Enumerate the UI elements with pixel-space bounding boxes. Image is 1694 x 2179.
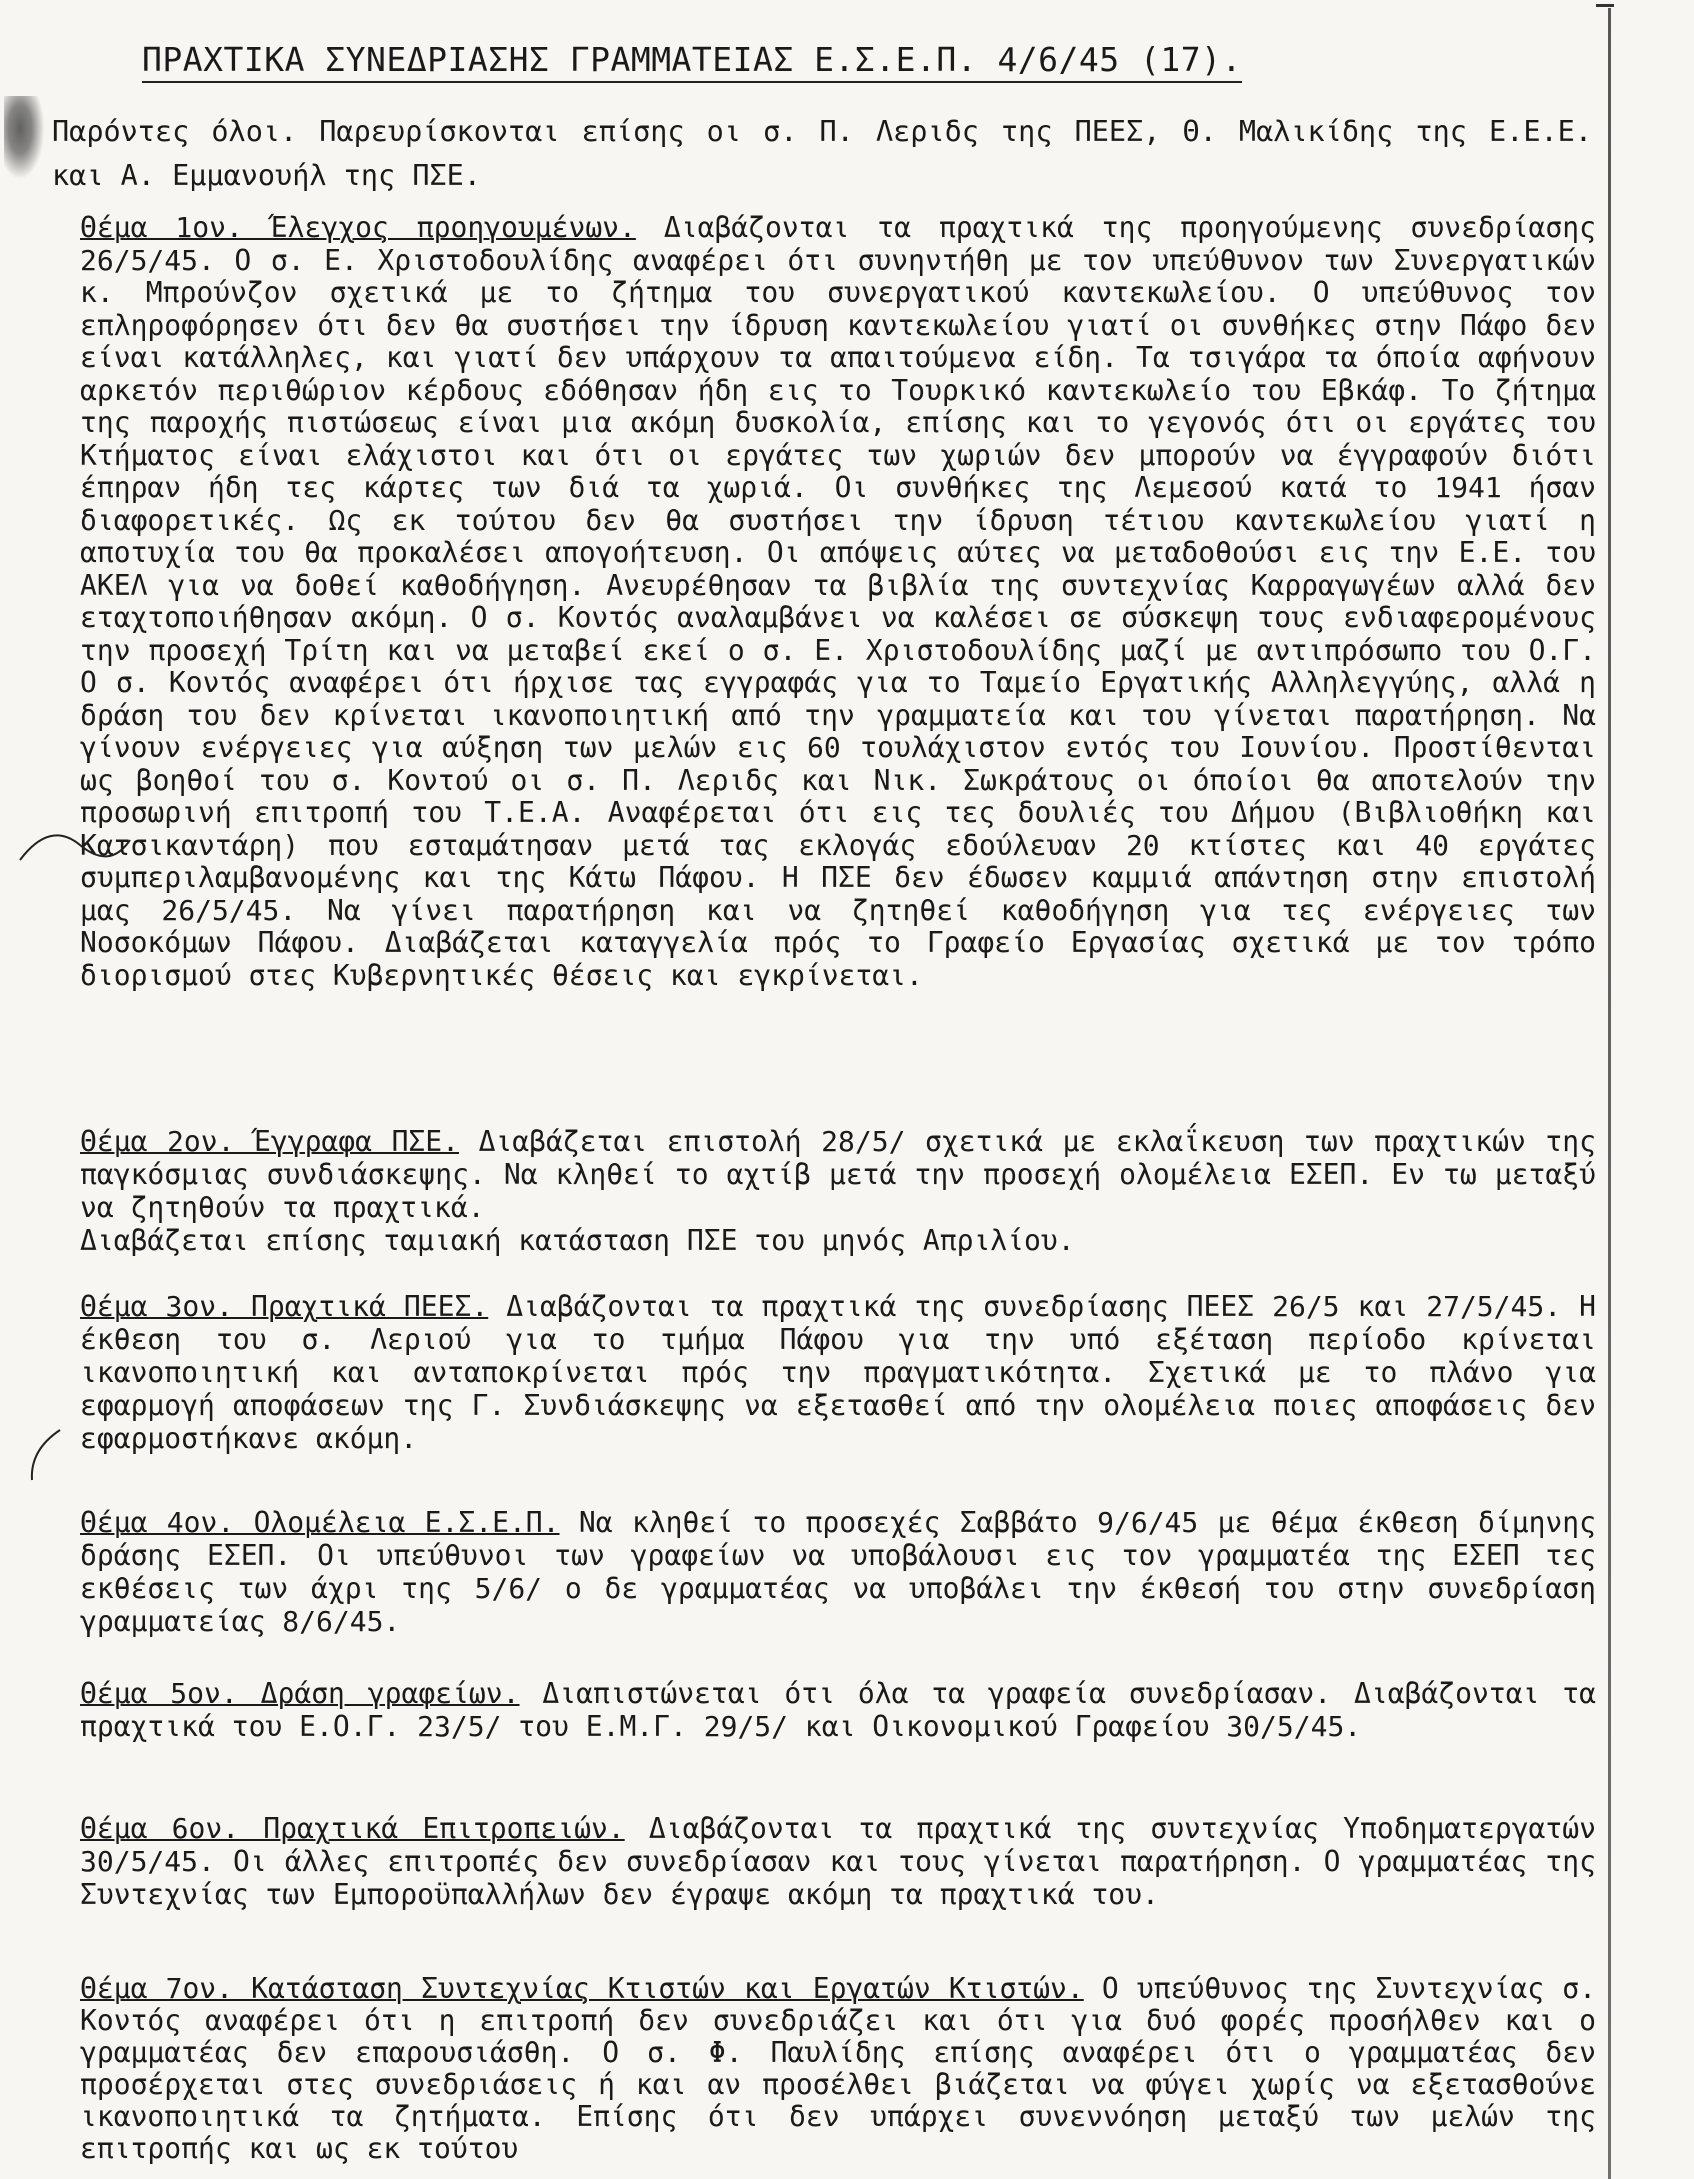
section-1-text: Διαβάζονται τα πραχτικά της προηγούμενης συνεδρίασης 26/5/45. Ο σ. Ε. Χριστοδουλίδης αναφέρει ότι συνηντήθη με τον υπεύθυνον των Συνεργατικών κ. Μπρούνζον σχετικά με το ζήτημα του συνεργατικού καντεκωλείου. Ο υπεύθυνος τον επληροφόρησεν ότι δεν θα συστήσει την ίδρυση καντεκωλείου γιατί οι συνθήκες στην Πάφο δεν είναι κατάλληλες, και γιατί δεν υπάρχουν τα απαιτούμενα είδη. Τα τσιγάρα τα όποία αφήνουν αρκετόν περιθώριον κέρδους εδόθησαν ήδη εις το Τουρκικό καντεκωλείο του Εβκάφ. Το ζήτημα της παροχής πιστώσεως είναι μια ακόμη δυσκολία, επίσης και το γεγονός ότι οι εργάτες του Κτήματος είναι ελάχιστοι και ότι οι εργάτες των χωριών δεν μπορούν να έγγραφούν διότι έπηραν ήδη τες κάρτες των διά τα χωριά. Οι συνθήκες της Λεμεσού κατά το 1941 ήσαν διαφορετικές. Ως εκ τούτου δεν θα συστήσει την ίδρυση τέτιου καντεκωλείου γιατί η αποτυχία του θα προκαλέσει απογοήτευση. Οι απόψεις αύτες να μεταδοθούσι εις την Ε.Ε. του ΑΚΕΛ για να δοθεί καθοδήγηση. Ανευρέθησαν τα βιβλία της συντεχνίας Καρραγωγέων αλλά δεν εταχτοποιήθησαν ακόμη. Ο σ. Κοντός αναλαμβάνει να καλέσει σε σύσκεψη τους ενδιαφερομένους την προσεχή Τρίτη και να μεταβεί εκεί ο σ. Ε. Χριστοδουλίδης μαζί με αντιπρόσωπο του Ο.Γ. Ο σ. Κοντός αναφέρει ότι ήρχισε τας εγγραφάς για το Ταμείο Εργατικής Αλληλεγγύης, αλλά η δράση του δεν κρίνεται ικανοποιητική από την γραμματεία και του γίνεται παρατήρηση. Να γίνουν ενέργειες για αύξηση των μελών εις 60 τουλάχιστον εντός του Ιουνίου. Προστίθενται ως βοηθοί του σ. Κοντού οι σ. Π. Λεριδς και Νικ. Σωκράτους οι όποίοι θα αποτελούν την προσωρινή επιτροπή του Τ.Ε.Α. Αναφέρεται ότι εις τες δουλιές του Δήμου (Βιβλιοθήκη και Κατσικαντάρη) που εσταμάτησαν μετά τας εκλογάς εδούλευαν 20 κτίστες και 40 εργάτες συμπεριλαμβανομένης και της Κάτω Πάφου. Η ΠΣΕ δεν έδωσεν καμμιά απάντηση στην επιστολή μας 26/5/45. Να γίνει παρατήρηση και να ζητηθεί καθοδήγηση για τες ενέργειες των Νοσοκόμων Πάφου. Διαβάζεται καταγγελία πρός το Γραφείο Εργασίας σχετικά με τον τρόπο διορισμού στες Κυβερνητικές θέσεις και εγκρίνεται. — [80, 211, 1596, 992]
section-1-label: Θέμα 1ον. Έλεγχος προηγουμένων. — [80, 211, 636, 244]
section-7 — [80, 1973, 1596, 2165]
section-6-text: Διαβάζονται τα πραχτικά της συντεχνίας Υποδηματεργατών 30/5/45. Οι άλλες επιτροπές δεν συνεδρίασαν και τους γίνεται παρατήρηση. Ο γραμματέας της Συντεχνίας των Εμποροϋπαλλήλων δεν έγραψε ακόμη τα πραχτικά του. — [80, 1812, 1596, 1911]
section-6 — [80, 1812, 1596, 1911]
page-edge-mark — [1596, 4, 1614, 7]
section-5 — [80, 1677, 1596, 1743]
section-2-label: Θέμα 2ον. Έγγραφα ΠΣΕ. — [80, 1125, 459, 1158]
section-5-label: Θέμα 5ον. Δράση γραφείων. — [80, 1677, 520, 1710]
section-7-label: Θέμα 7ον. Κατάσταση Συντεχνίας Κτιστών και Εργατών Κτιστών. — [80, 1972, 1084, 2005]
margin-bracket-mark — [20, 1420, 80, 1490]
attendance-note: Παρόντες όλοι. Παρευρίσκονται επίσης οι σ. Π. Λεριδς της ΠΕΕΣ, Θ. Μαλικίδης της Ε.Ε.Ε. και Α. Εμμανουήλ της ΠΣΕ. — [52, 115, 1592, 192]
section-5-text: Διαπιστώνεται ότι όλα τα γραφεία συνεδρίασαν. Διαβάζονται τα πραχτικά του Ε.Ο.Γ. 23/5/ του Ε.Μ.Γ. 29/5/ και Οικονομικού Γραφείου 30/5/45. — [80, 1677, 1597, 1743]
section-2-extra: Διαβάζεται επίσης ταμιακή κατάσταση ΠΣΕ του μηνός Απριλίου. — [80, 1224, 1075, 1257]
section-4-label: Θέμα 4ον. Ολομέλεια Ε.Σ.Ε.Π. — [80, 1506, 560, 1539]
section-2-text: Διαβάζεται επιστολή 28/5/ σχετικά με εκλαΐκευση των πραχτικών της παγκόσμιας συνδιάσκεψης. Να κληθεί το αχτίβ μετά την προσεχή ολομέλεια ΕΣΕΠ. Εν τω μεταξύ να ζητηθούν τα πραχτικά. — [80, 1125, 1596, 1224]
section-7-text: Ο υπεύθυνος της Συντεχνίας σ. Κοντός αναφέρει ότι η επιτροπή δεν συνεδριάζει και ότι για δυό φορές προσήλθεν και ο γραμματέας δεν επαρουσιάσθη. Ο σ. Φ. Παυλίδης επίσης αναφέρει ότι ο γραμματέας δεν προσέρχεται στες συνεδριάσεις ή και αν προσέλθει βιάζεται να φύγει χωρίς να εξετασθούνε ικανοποιητικά τα ζητήματα. Επίσης ότι δεν υπάρχει συνεννόηση μεταξύ των μελών της επιτροπής και ως εκ τούτου — [80, 1972, 1596, 2165]
document-heading: ΠΡΑΧΤΙΚΑ ΣΥΝΕΔΡΙΑΣΗΣ ΓΡΑΜΜΑΤΕΙΑΣ Ε.Σ.Ε.Π. 4/6/45 (17). — [142, 40, 1242, 83]
section-3-text: Διαβάζονται τα πραχτικά της συνεδρίασης ΠΕΕΣ 26/5 και 27/5/45. Η έκθεση του σ. Λεριού για το τμήμα Πάφου για την υπό εξέταση περίοδο κρίνεται ικανοποιητική και ανταποκρίνεται πρός την πραγματικότητα. Σχετικά με το πλάνο για εφαρμογή αποφάσεων της Γ. Συνδιάσκεψης να εξετασθεί από την ολομέλεια ποιες αποφάσεις δεν εφαρμοστήκανε ακόμη. — [80, 1290, 1597, 1455]
section-4-text: Να κληθεί το προσεχές Σαββάτο 9/6/45 με θέμα έκθεση δίμηνης δράσης ΕΣΕΠ. Οι υπεύθυνοι των γραφείων να υποβάλουσι εις τον γραμματέα της ΕΣΕΠ τες εκθέσεις των άχρι της 5/6/ ο δε γραμματέας να υποβάλει την έκθεσή του στην συνεδρίαση γραμματείας 8/6/45. — [80, 1506, 1597, 1638]
section-3 — [80, 1290, 1596, 1455]
section-3-label: Θέμα 3ον. Πραχτικά ΠΕΕΣ. — [80, 1290, 489, 1323]
page-edge-line — [1608, 8, 1611, 2179]
section-6-label: Θέμα 6ον. Πραχτικά Επιτροπειών. — [80, 1812, 625, 1845]
section-1 — [80, 212, 1596, 992]
ink-smudge — [4, 96, 44, 178]
section-4 — [80, 1506, 1596, 1638]
section-2 — [80, 1125, 1596, 1257]
